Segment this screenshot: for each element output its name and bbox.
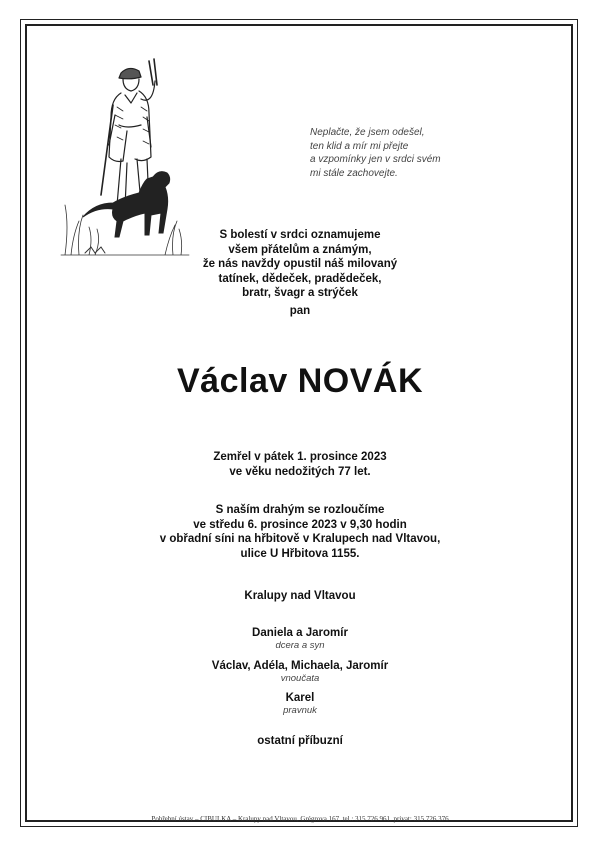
mourner-relation: pravnuk: [283, 705, 317, 716]
footer-funeral-home: Pohřební ústav – CIBULKA – Kralupy nad Vltavou, Grégrova 167, tel.: 315 726 961, privat: 315 726 376: [151, 815, 449, 823]
announcement: [0, 228, 600, 301]
other-relatives: ostatní příbuzní: [257, 735, 343, 747]
deceased-name: Václav NOVÁK: [177, 362, 423, 400]
mourner-name: Václav, Adéla, Michaela, Jaromír: [211, 660, 389, 672]
ceremony-line: v obřadní síni na hřbitově v Kralupech nad Vltavou,: [159, 533, 441, 545]
announcement-line: všem přátelům a známým,: [228, 243, 372, 256]
death-line: ve věku nedožitých 77 let.: [229, 465, 371, 478]
place: Kralupy nad Vltavou: [244, 590, 356, 602]
ceremony-line: S naším drahým se rozloučíme: [215, 504, 385, 516]
poem-line: mi stále zachovejte.: [310, 167, 398, 179]
ceremony-info: [0, 503, 600, 561]
death-line: Zemřel v pátek 1. prosince 2023: [213, 451, 387, 463]
mourner-entry: [0, 692, 600, 716]
death-info: [0, 450, 600, 479]
poem: [310, 126, 510, 180]
mourner-relation: vnoučata: [280, 673, 320, 684]
poem-line: ten klid a mír mi přejte: [310, 140, 409, 152]
ceremony-line: ve středu 6. prosince 2023 v 9,30 hodin: [193, 518, 407, 531]
announcement-line: tatínek, dědeček, pradědeček,: [218, 272, 382, 285]
honorific: pan: [289, 305, 311, 317]
announcement-line: že nás navždy opustil náš milovaný: [202, 258, 398, 270]
mourner-entry: [0, 660, 600, 684]
announcement-line: S bolestí v srdci oznamujeme: [219, 229, 381, 241]
mourner-entry: [0, 627, 600, 651]
ceremony-line: ulice U Hřbitova 1155.: [240, 547, 360, 560]
mourner-relation: dcera a syn: [275, 640, 325, 651]
mourner-name: Karel: [285, 692, 315, 704]
announcement-line: bratr, švagr a strýček: [242, 287, 358, 299]
poem-line: Neplačte, že jsem odešel,: [310, 127, 425, 138]
poem-line: a vzpomínky jen v srdci svém: [310, 154, 441, 165]
mourner-name: Daniela a Jaromír: [252, 627, 348, 639]
